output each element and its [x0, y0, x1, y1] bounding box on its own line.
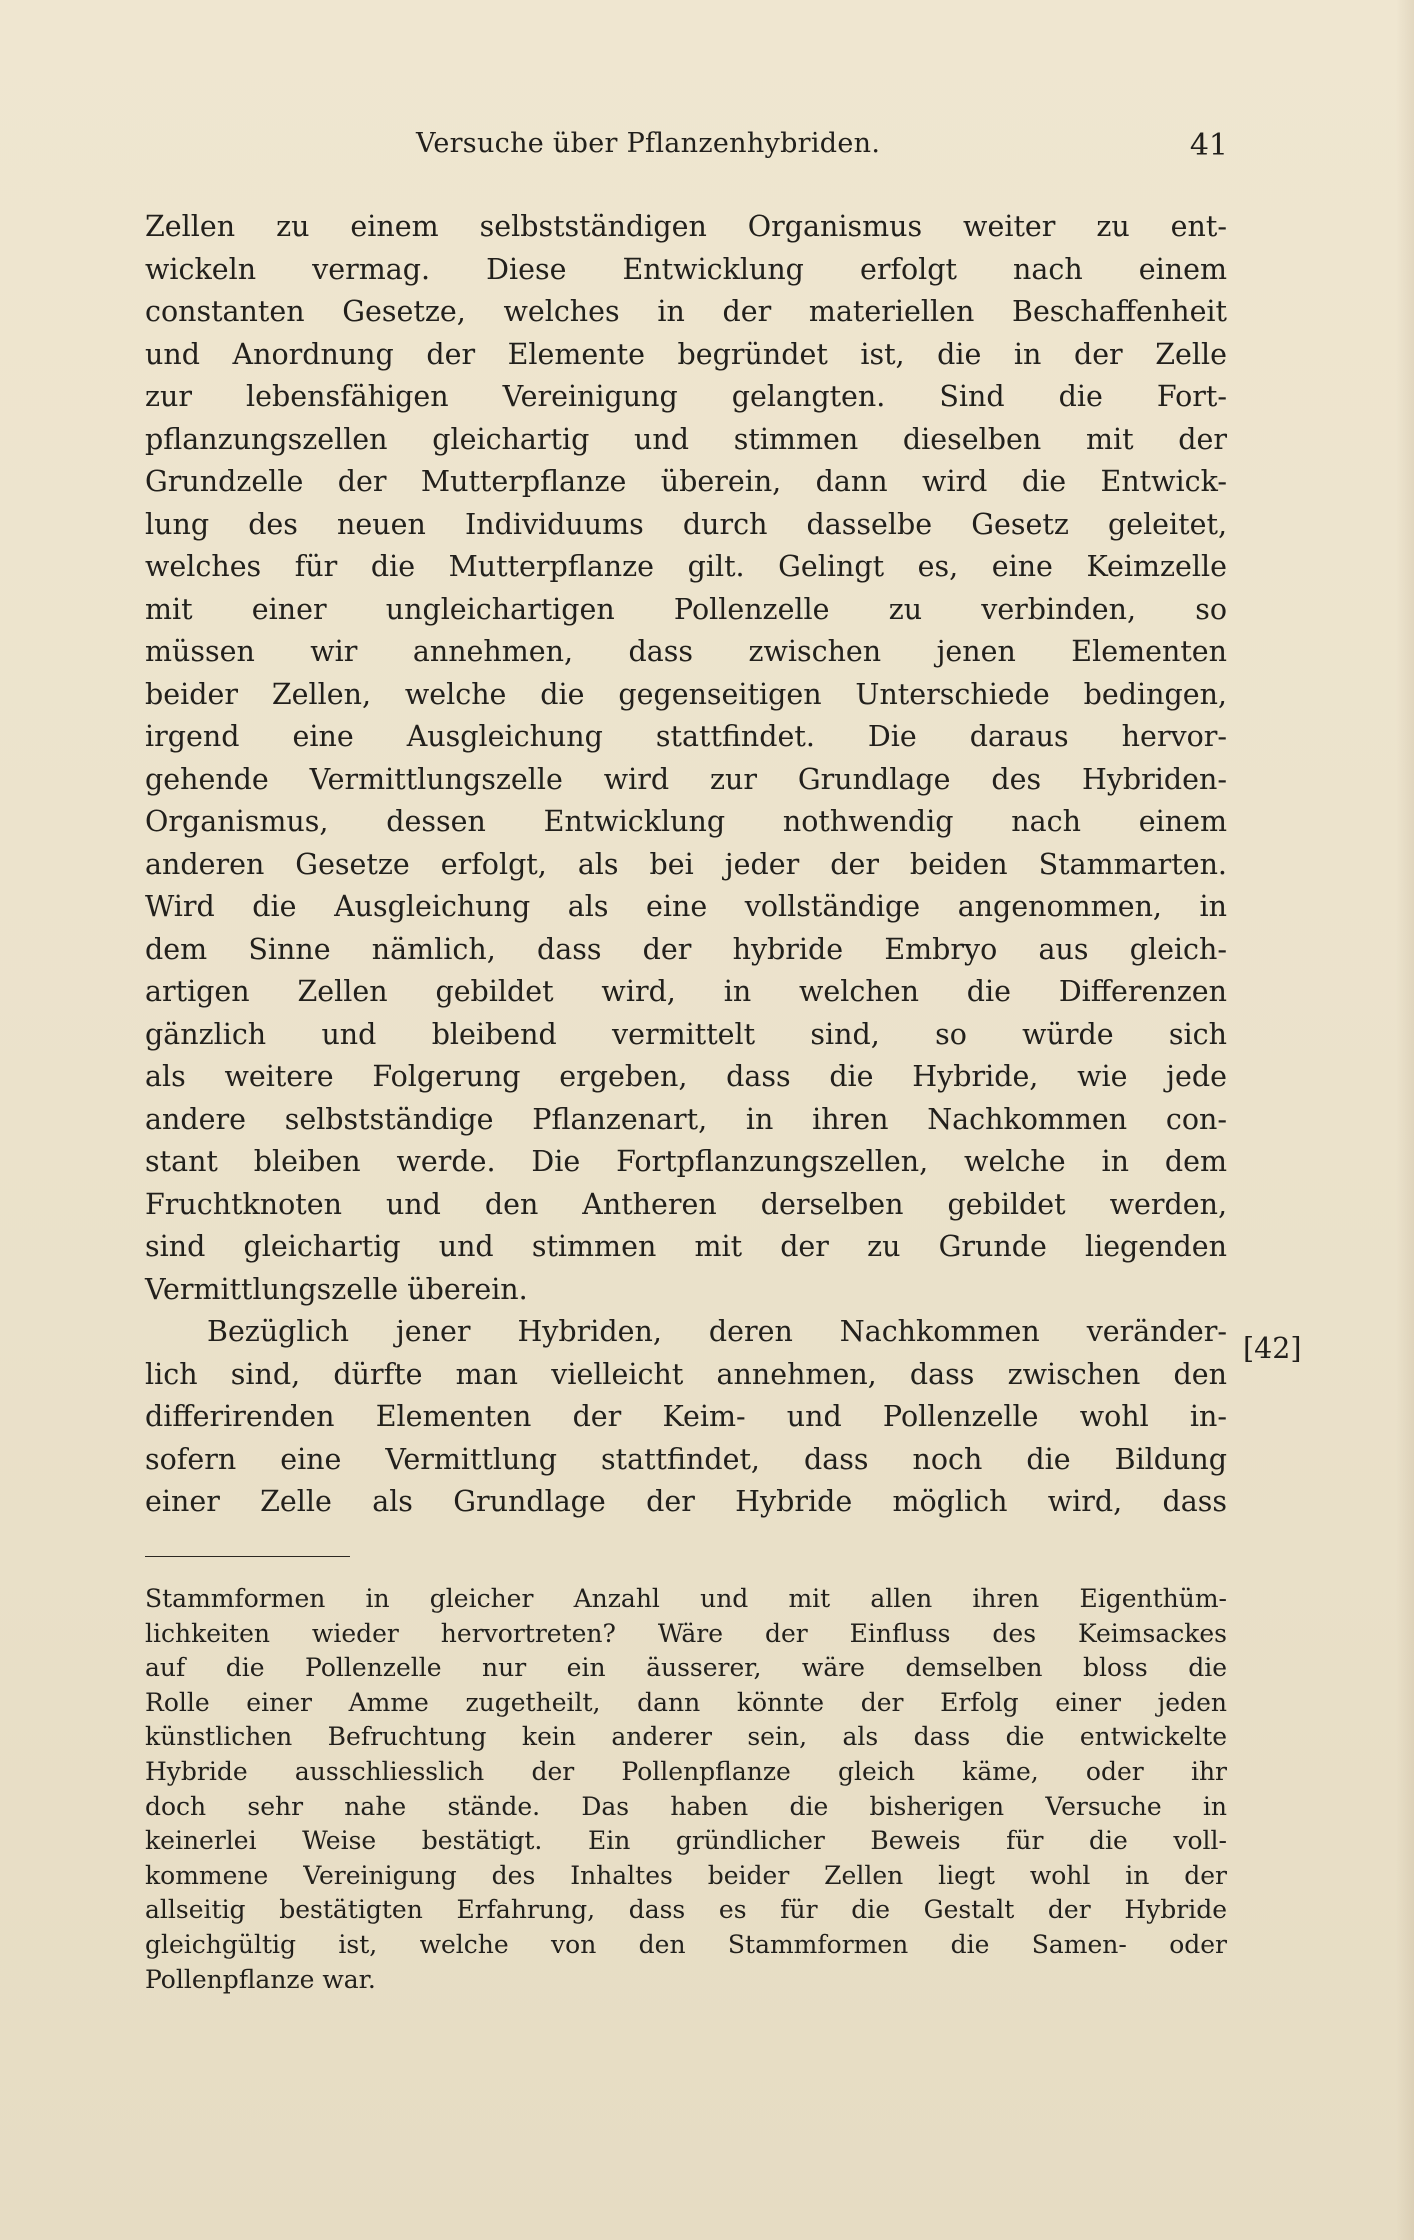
margin-page-reference: [42] [1243, 1332, 1302, 1365]
text-line: lich sind, dürfte man vielleicht annehmen, dass zwischen den [145, 1357, 1227, 1391]
page-header [148, 128, 1228, 168]
footnote-line: gleichgültig ist, welche von den Stammformen die Samen- oder [145, 1929, 1227, 1959]
footnote-line: künstlichen Befruchtung kein anderer sein, als dass die entwickelte [145, 1722, 1227, 1752]
text-line: Grundzelle der Mutterpflanze überein, dann wird die Entwick- [145, 465, 1227, 498]
text-line: dem Sinne nämlich, dass der hybride Embryo aus gleich- [145, 932, 1227, 966]
text-line: sofern eine Vermittlung stattfindet, dass noch die Bildung [145, 1442, 1227, 1476]
footnote [145, 1582, 1227, 1997]
page-number: 41 [1189, 128, 1228, 163]
footnote-line: keinerlei Weise bestätigt. Ein gründlicher Beweis für die voll- [145, 1826, 1227, 1856]
text-line: wickeln vermag. Diese Entwicklung erfolgt nach einem [145, 252, 1227, 286]
text-line: Fruchtknoten und den Antheren derselben gebildet werden, [145, 1187, 1227, 1221]
text-line: Bezüglich jener Hybriden, deren Nachkommen veränder- [207, 1315, 1227, 1348]
footnote-line: doch sehr nahe stände. Das haben die bisherigen Versuche in [145, 1791, 1227, 1821]
text-line: Vermittlungszelle überein. [145, 1272, 528, 1306]
text-line: Zellen zu einem selbstständigen Organismus weiter zu ent- [145, 210, 1227, 243]
footnote-line: Stammformen in gleicher Anzahl und mit allen ihren Eigenthüm- [145, 1584, 1227, 1613]
footnote-line: lichkeiten wieder hervortreten? Wäre der Einfluss des Keimsackes [145, 1618, 1227, 1648]
footnote-line: Pollenpflanze war. [145, 1964, 376, 1994]
text-line: als weitere Folgerung ergeben, dass die Hybride, wie jede [145, 1060, 1227, 1093]
text-line: anderen Gesetze erfolgt, als bei jeder der beiden Stammarten. [145, 847, 1227, 881]
text-line: differirenden Elementen der Keim- und Pollenzelle wohl in- [145, 1400, 1227, 1433]
text-line: lung des neuen Individuums durch dasselbe Gesetz geleitet, [145, 507, 1227, 541]
text-line: Wird die Ausgleichung als eine vollständige angenommen, in [145, 890, 1227, 923]
text-line: Organismus, dessen Entwicklung nothwendig nach einem [145, 805, 1227, 838]
footnote-separator [145, 1556, 350, 1557]
text-line: welches für die Mutterpflanze gilt. Gelingt es, eine Keimzelle [145, 550, 1227, 583]
text-line: andere selbstständige Pflanzenart, in ihren Nachkommen con- [145, 1102, 1227, 1136]
text-line: sind gleichartig und stimmen mit der zu Grunde liegenden [145, 1230, 1227, 1263]
footnote-line: Rolle einer Amme zugetheilt, dann könnte der Erfolg einer jeden [145, 1687, 1227, 1717]
footnote-line: allseitig bestätigten Erfahrung, dass es für die Gestalt der Hybride [145, 1895, 1227, 1925]
footnote-line: Hybride ausschliesslich der Pollenpflanze gleich käme, oder ihr [145, 1756, 1227, 1786]
text-line: stant bleiben werde. Die Fortpflanzungszellen, welche in dem [145, 1145, 1227, 1178]
text-line: gänzlich und bleibend vermittelt sind, so würde sich [145, 1017, 1227, 1051]
text-line: constanten Gesetze, welches in der materiellen Beschaffenheit [145, 295, 1227, 328]
text-line: gehende Vermittlungszelle wird zur Grundlage des Hybriden- [145, 762, 1227, 796]
text-line: irgend eine Ausgleichung stattfindet. Die daraus hervor- [145, 720, 1227, 753]
text-line: beider Zellen, welche die gegenseitigen Unterschiede bedingen, [145, 677, 1227, 711]
text-line: mit einer ungleichartigen Pollenzelle zu verbinden, so [145, 592, 1227, 626]
text-line: und Anordnung der Elemente begründet ist, die in der Zelle [145, 337, 1227, 371]
text-line: zur lebensfähigen Vereinigung gelangten. Sind die Fort- [145, 380, 1227, 413]
text-line: müssen wir annehmen, dass zwischen jenen Elementen [145, 635, 1227, 668]
text-line: artigen Zellen gebildet wird, in welchen die Differenzen [145, 975, 1227, 1008]
running-title: Versuche über Pflanzenhybriden. [416, 128, 881, 159]
footnote-line: auf die Pollenzelle nur ein äusserer, wäre demselben bloss die [145, 1653, 1227, 1683]
text-line: pflanzungszellen gleichartig und stimmen dieselben mit der [145, 422, 1227, 456]
footnote-line: kommene Vereinigung des Inhaltes beider Zellen liegt wohl in der [145, 1860, 1227, 1890]
text-line: einer Zelle als Grundlage der Hybride möglich wird, dass [145, 1485, 1227, 1518]
main-text [145, 206, 1227, 1524]
